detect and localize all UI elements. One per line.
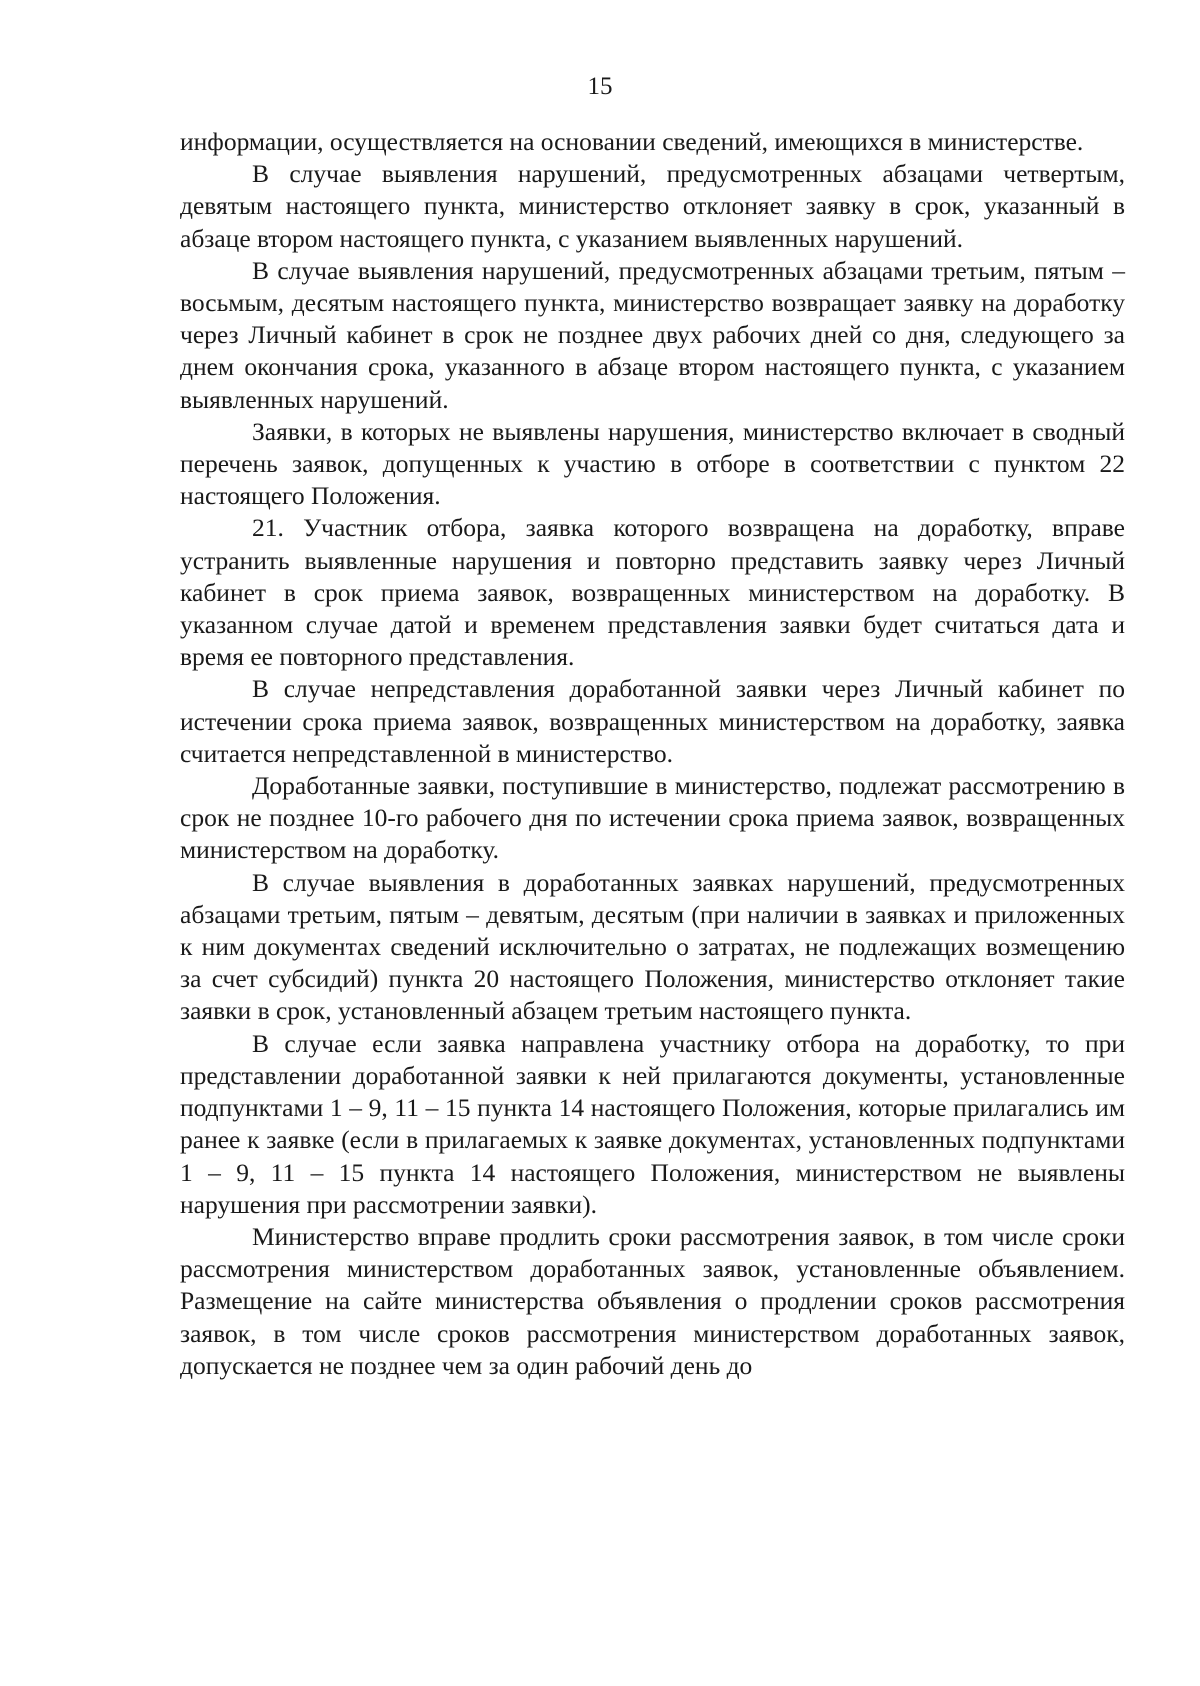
paragraph-2: В случае выявления нарушений, предусмотренных абзацами четвертым, девятым настоящего пункта, министерство отклоняет заявку в срок, указанный в абзаце втором настоящего пункта, с указанием выявленных нарушений.: [180, 159, 1125, 253]
paragraph-3: В случае выявления нарушений, предусмотренных абзацами третьим, пятым – восьмым, десятым настоящего пункта, министерство возвращает заявку на доработку через Личный кабинет в срок не позднее двух рабочих дней со дня, следующего за днем окончания срока, указанного в абзаце втором настоящего пункта, с указанием выявленных нарушений.: [180, 255, 1125, 414]
paragraph-6: В случае непредставления доработанной заявки через Личный кабинет по истечении срока приема заявок, возвращенных министерством на доработку, заявка считается непредставленной в министерство.: [180, 674, 1125, 768]
paragraph-10: Министерство вправе продлить сроки рассмотрения заявок, в том числе сроки рассмотрения министерством доработанных заявок, установленные объявлением. Размещение на сайте министерства объявления о продлении сроков рассмотрения заявок, в том числе сроков рассмотрения министерством доработанных заявок, допускается не позднее чем за один рабочий день до: [180, 1221, 1125, 1380]
paragraph-1: информации, осуществляется на основании сведений, имеющихся в министерстве.: [180, 127, 1084, 156]
paragraph-7: Доработанные заявки, поступившие в министерство, подлежат рассмотрению в срок не позднее 10-го рабочего дня по истечении срока приема заявок, возвращенных министерством на доработку.: [180, 771, 1125, 865]
paragraph-4: Заявки, в которых не выявлены нарушения, министерство включает в сводный перечень заявок, допущенных к участию в отборе в соответствии с пунктом 22 настоящего Положения.: [180, 416, 1125, 511]
paragraph-5-item-21: 21. Участник отбора, заявка которого возвращена на доработку, вправе устранить выявленные нарушения и повторно представить заявку через Личный кабинет в срок приема заявок, возвращенных министерством на доработку. В указанном случае датой и временем представления заявки будет считаться дата и время ее повторного представления.: [180, 513, 1125, 672]
paragraph-8: В случае выявления в доработанных заявках нарушений, предусмотренных абзацами третьим, пятым – девятым, десятым (при наличии в заявках и приложенных к ним документах сведений исключительно о затратах, не подлежащих возмещению за счет субсидий) пункта 20 настоящего Положения, министерство отклоняет такие заявки в срок, установленный абзацем третьим настоящего пункта.: [180, 867, 1125, 1026]
document-body: [180, 126, 1125, 1382]
page-number: 15: [587, 73, 613, 100]
paragraph-9: В случае если заявка направлена участнику отбора на доработку, то при представлении доработанной заявки к ней прилагаются документы, установленные подпунктами 1 – 9, 11 – 15 пункта 14 настоящего Положения, которые прилагались им ранее к заявке (если в прилагаемых к заявке документах, установленных подпунктами 1 – 9, 11 – 15 пункта 14 настоящего Положения, министерством не выявлены нарушения при рассмотрении заявки).: [180, 1028, 1125, 1219]
